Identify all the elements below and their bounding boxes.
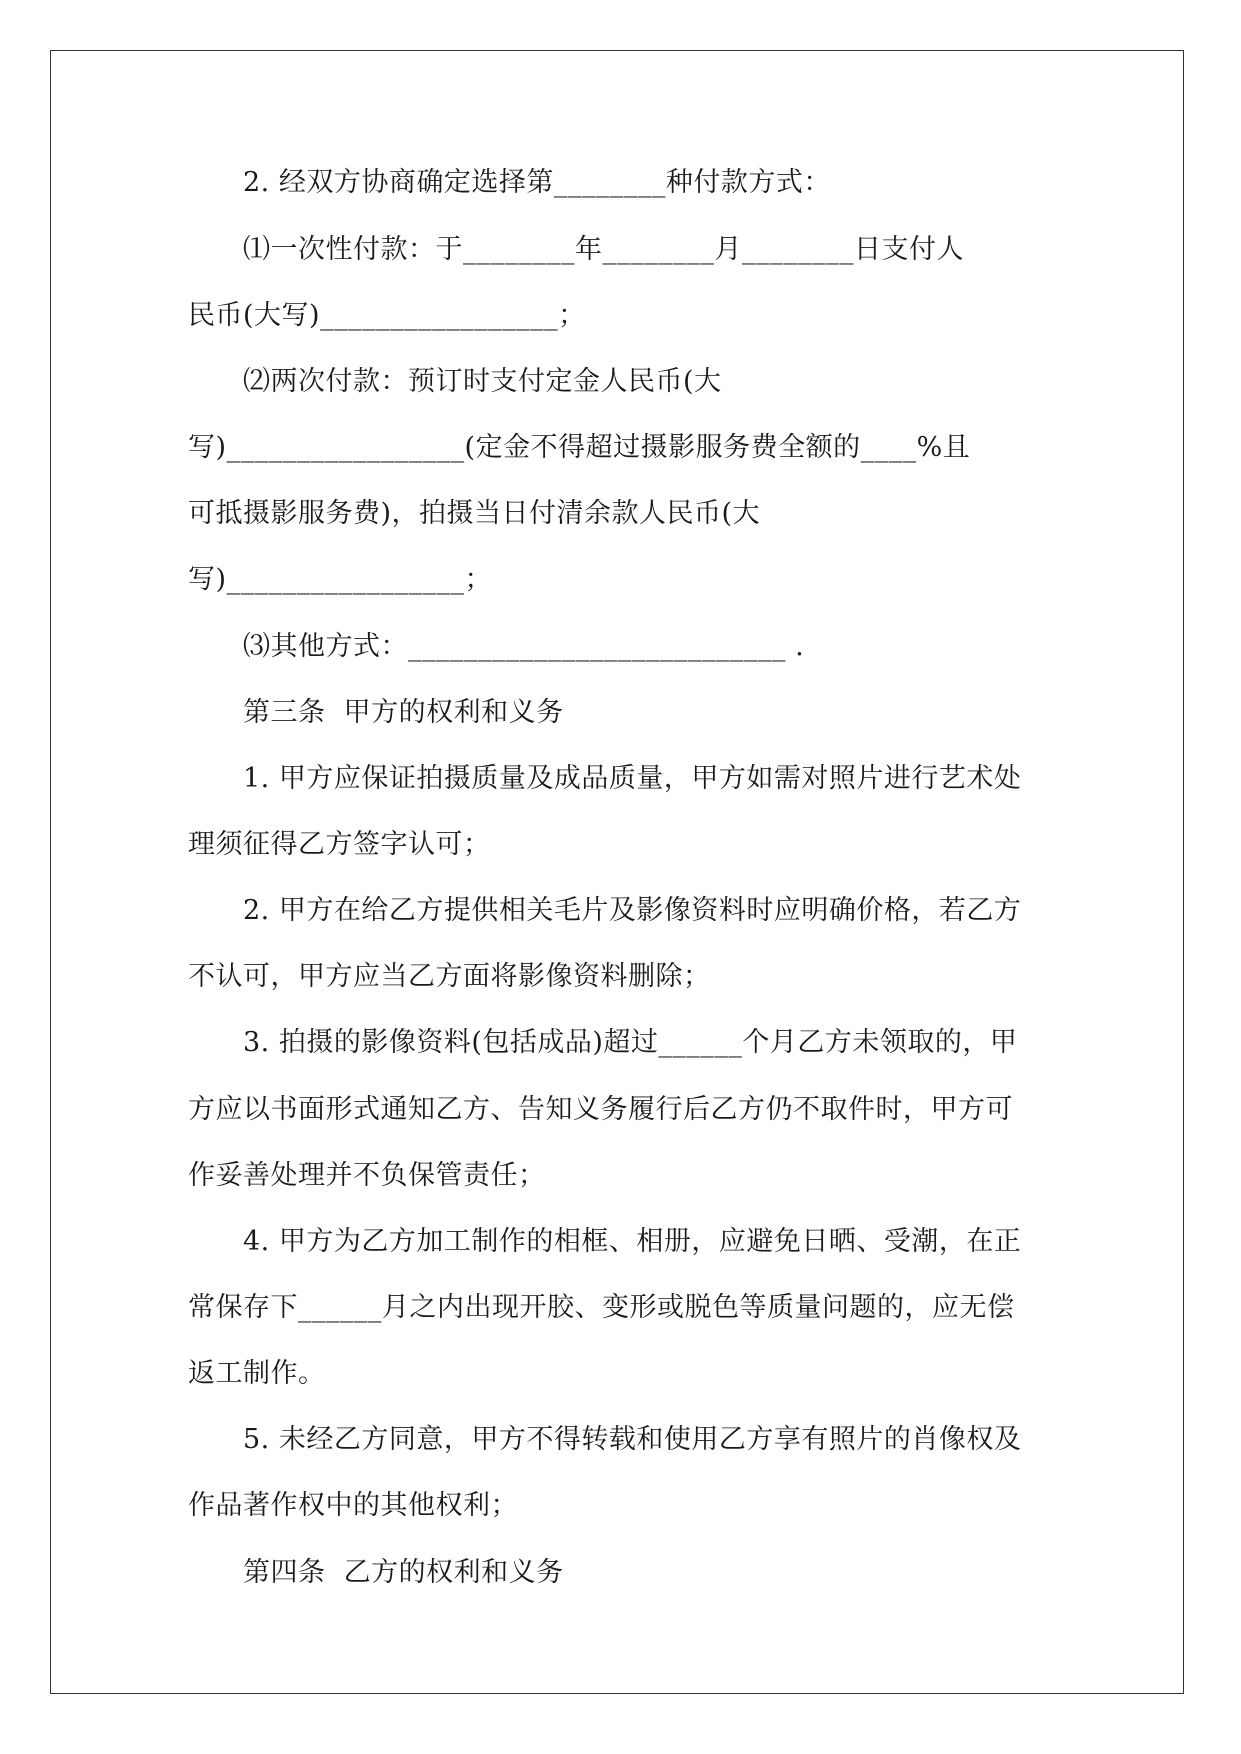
text-line: 常保存下______月之内出现开胶、变形或脱色等质量问题的，应无偿 (188, 1292, 1015, 1323)
text-line: ⑴一次性付款：于________年________月________日支付人 (243, 234, 964, 265)
text-line: 3. 拍摄的影像资料(包括成品)超过______个月乙方未领取的，甲 (243, 1027, 1018, 1058)
text-line: ⑵两次付款：预订时支付定金人民币(大 (243, 366, 722, 397)
text-line: 不认可，甲方应当乙方面将影像资料删除； (188, 961, 711, 992)
text-line: 2. 经双方协商确定选择第________种付款方式： (243, 167, 831, 198)
text-line: ⑶其他方式：___________________________ . (243, 631, 805, 662)
text-line: 写)_________________； (188, 564, 493, 595)
text-line: 作妥善处理并不负保管责任； (188, 1160, 546, 1191)
section-heading: 第三条 甲方的权利和义务 (243, 697, 564, 728)
text-line: 方应以书面形式通知乙方、告知义务履行后乙方仍不取件时，甲方可 (188, 1094, 1013, 1125)
section-heading: 第四条 乙方的权利和义务 (243, 1557, 564, 1588)
text-line: 写)_________________(定金不得超过摄影服务费全额的____%且 (188, 432, 971, 463)
text-line: 民币(大写)_________________； (188, 300, 586, 331)
text-line: 2. 甲方在给乙方提供相关毛片及影像资料时应明确价格，若乙方 (243, 895, 1022, 926)
text-line: 5. 未经乙方同意，甲方不得转载和使用乙方享有照片的肖像权及 (243, 1424, 1022, 1455)
text-line: 4. 甲方为乙方加工制作的相框、相册，应避免日晒、受潮，在正 (243, 1226, 1022, 1257)
text-line: 返工制作。 (188, 1358, 326, 1389)
text-line: 可抵摄影服务费)，拍摄当日付清余款人民币(大 (188, 498, 761, 529)
text-line: 理须征得乙方签字认可； (188, 829, 491, 860)
text-line: 1. 甲方应保证拍摄质量及成品质量，甲方如需对照片进行艺术处 (243, 763, 1022, 794)
text-line: 作品著作权中的其他权利； (188, 1490, 518, 1521)
